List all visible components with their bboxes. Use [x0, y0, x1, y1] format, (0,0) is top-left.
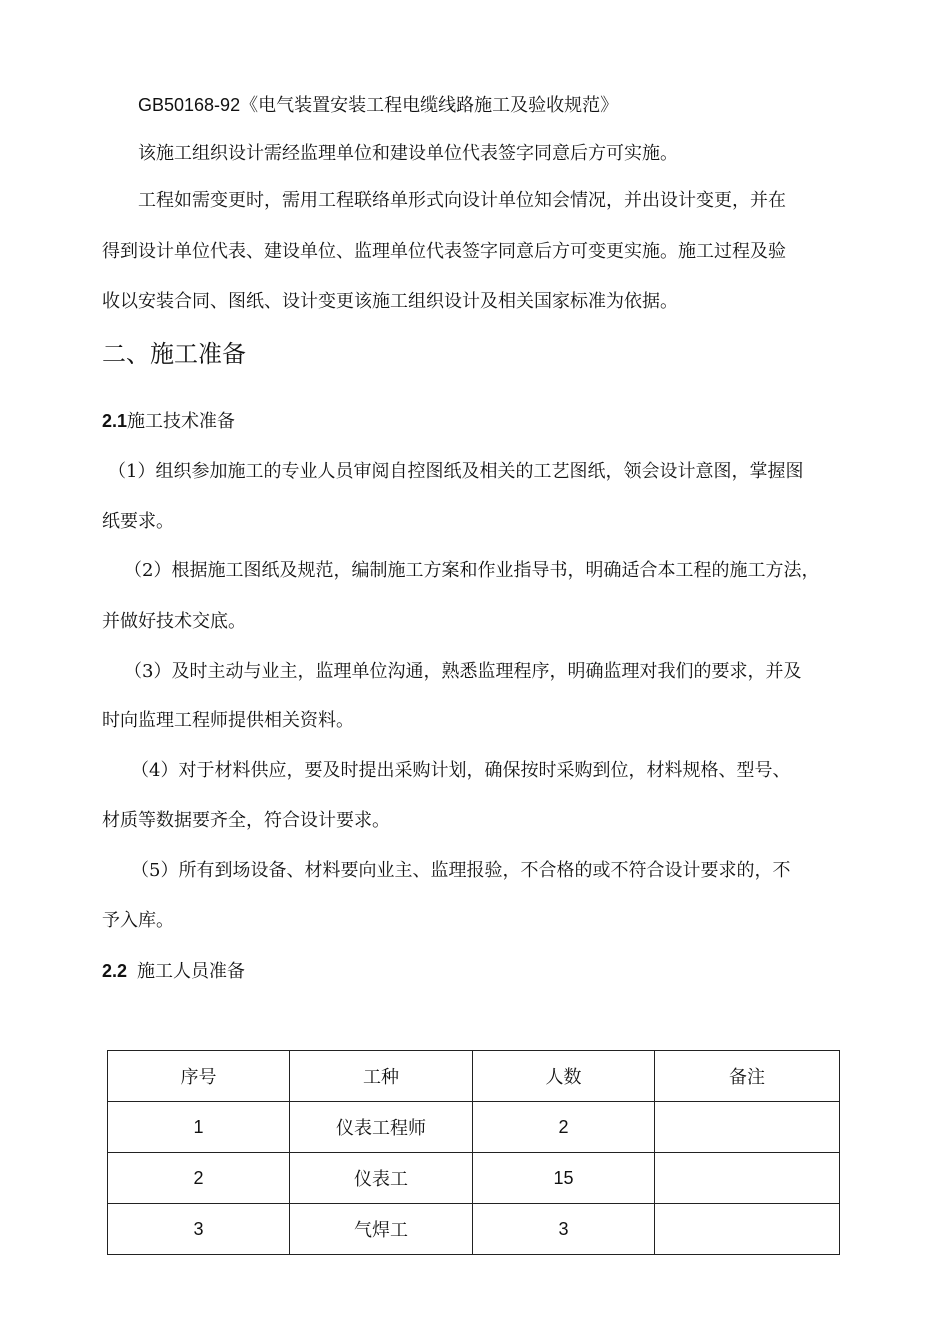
table-row [108, 1153, 840, 1204]
subsection-title: 施工人员准备 [137, 961, 246, 982]
item-5-line-1: （5）所有到场设备、材料要向业主、监理报验，不合格的或不符合设计要求的，不 [131, 860, 791, 881]
row-remark [655, 1153, 840, 1204]
item-4-line-1: （4）对于材料供应，要及时提出采购计划，确保按时采购到位，材料规格、型号、 [131, 760, 791, 781]
change-paragraph-line-2: 得到设计单位代表、建设单位、监理单位代表签字同意后方可变更实施。施工过程及验 [102, 241, 786, 262]
item-5-line-2: 予入库。 [102, 910, 174, 931]
subsection-2-1 [102, 408, 235, 435]
table-row [108, 1204, 840, 1255]
header-cell: 人数 [473, 1051, 655, 1102]
header-cell: 序号 [108, 1051, 290, 1102]
row-remark [655, 1102, 840, 1153]
staff-table [107, 1050, 840, 1255]
item-4-line-2: 材质等数据要齐全，符合设计要求。 [102, 810, 390, 831]
page-cutoff-mask [106, 1255, 840, 1344]
row-count: 15 [473, 1153, 655, 1204]
header-cell: 备注 [655, 1051, 840, 1102]
subsection-number: 2.1 [102, 411, 128, 431]
item-3-line-2: 时向监理工程师提供相关资料。 [102, 710, 354, 731]
section-title: 二、施工准备 [102, 340, 246, 368]
row-count: 2 [473, 1102, 655, 1153]
item-3-line-1: （3）及时主动与业主，监理单位沟通，熟悉监理程序，明确监理对我们的要求，并及 [124, 661, 802, 682]
item-1-line-2: 纸要求。 [102, 511, 174, 532]
row-index: 3 [108, 1204, 290, 1255]
subsection-2-2 [102, 958, 245, 985]
standard-reference: GB50168-92《电气装置安装工程电缆线路施工及验收规范》 [138, 95, 619, 115]
row-remark [655, 1204, 840, 1255]
row-index: 2 [108, 1153, 290, 1204]
item-2-line-1: （2）根据施工图纸及规范，编制施工方案和作业指导书，明确适合本工程的施工方法， [124, 560, 820, 581]
item-2-line-2: 并做好技术交底。 [102, 611, 246, 632]
row-trade: 气焊工 [290, 1204, 473, 1255]
subsection-title: 施工技术准备 [127, 411, 236, 432]
row-trade: 仪表工 [290, 1153, 473, 1204]
approval-paragraph: 该施工组织设计需经监理单位和建设单位代表签字同意后方可实施。 [138, 143, 678, 164]
change-paragraph-line-3: 收以安装合同、图纸、设计变更该施工组织设计及相关国家标准为依据。 [102, 291, 678, 312]
row-count: 3 [473, 1204, 655, 1255]
row-index: 1 [108, 1102, 290, 1153]
subsection-number: 2.2 [102, 961, 128, 981]
table-header-row [108, 1051, 840, 1102]
item-1-line-1: （1）组织参加施工的专业人员审阅自控图纸及相关的工艺图纸，领会设计意图，掌握图 [108, 461, 804, 482]
change-paragraph-line-1: 工程如需变更时，需用工程联络单形式向设计单位知会情况，并出设计变更，并在 [138, 190, 786, 211]
header-cell: 工种 [290, 1051, 473, 1102]
table-row [108, 1102, 840, 1153]
row-trade: 仪表工程师 [290, 1102, 473, 1153]
